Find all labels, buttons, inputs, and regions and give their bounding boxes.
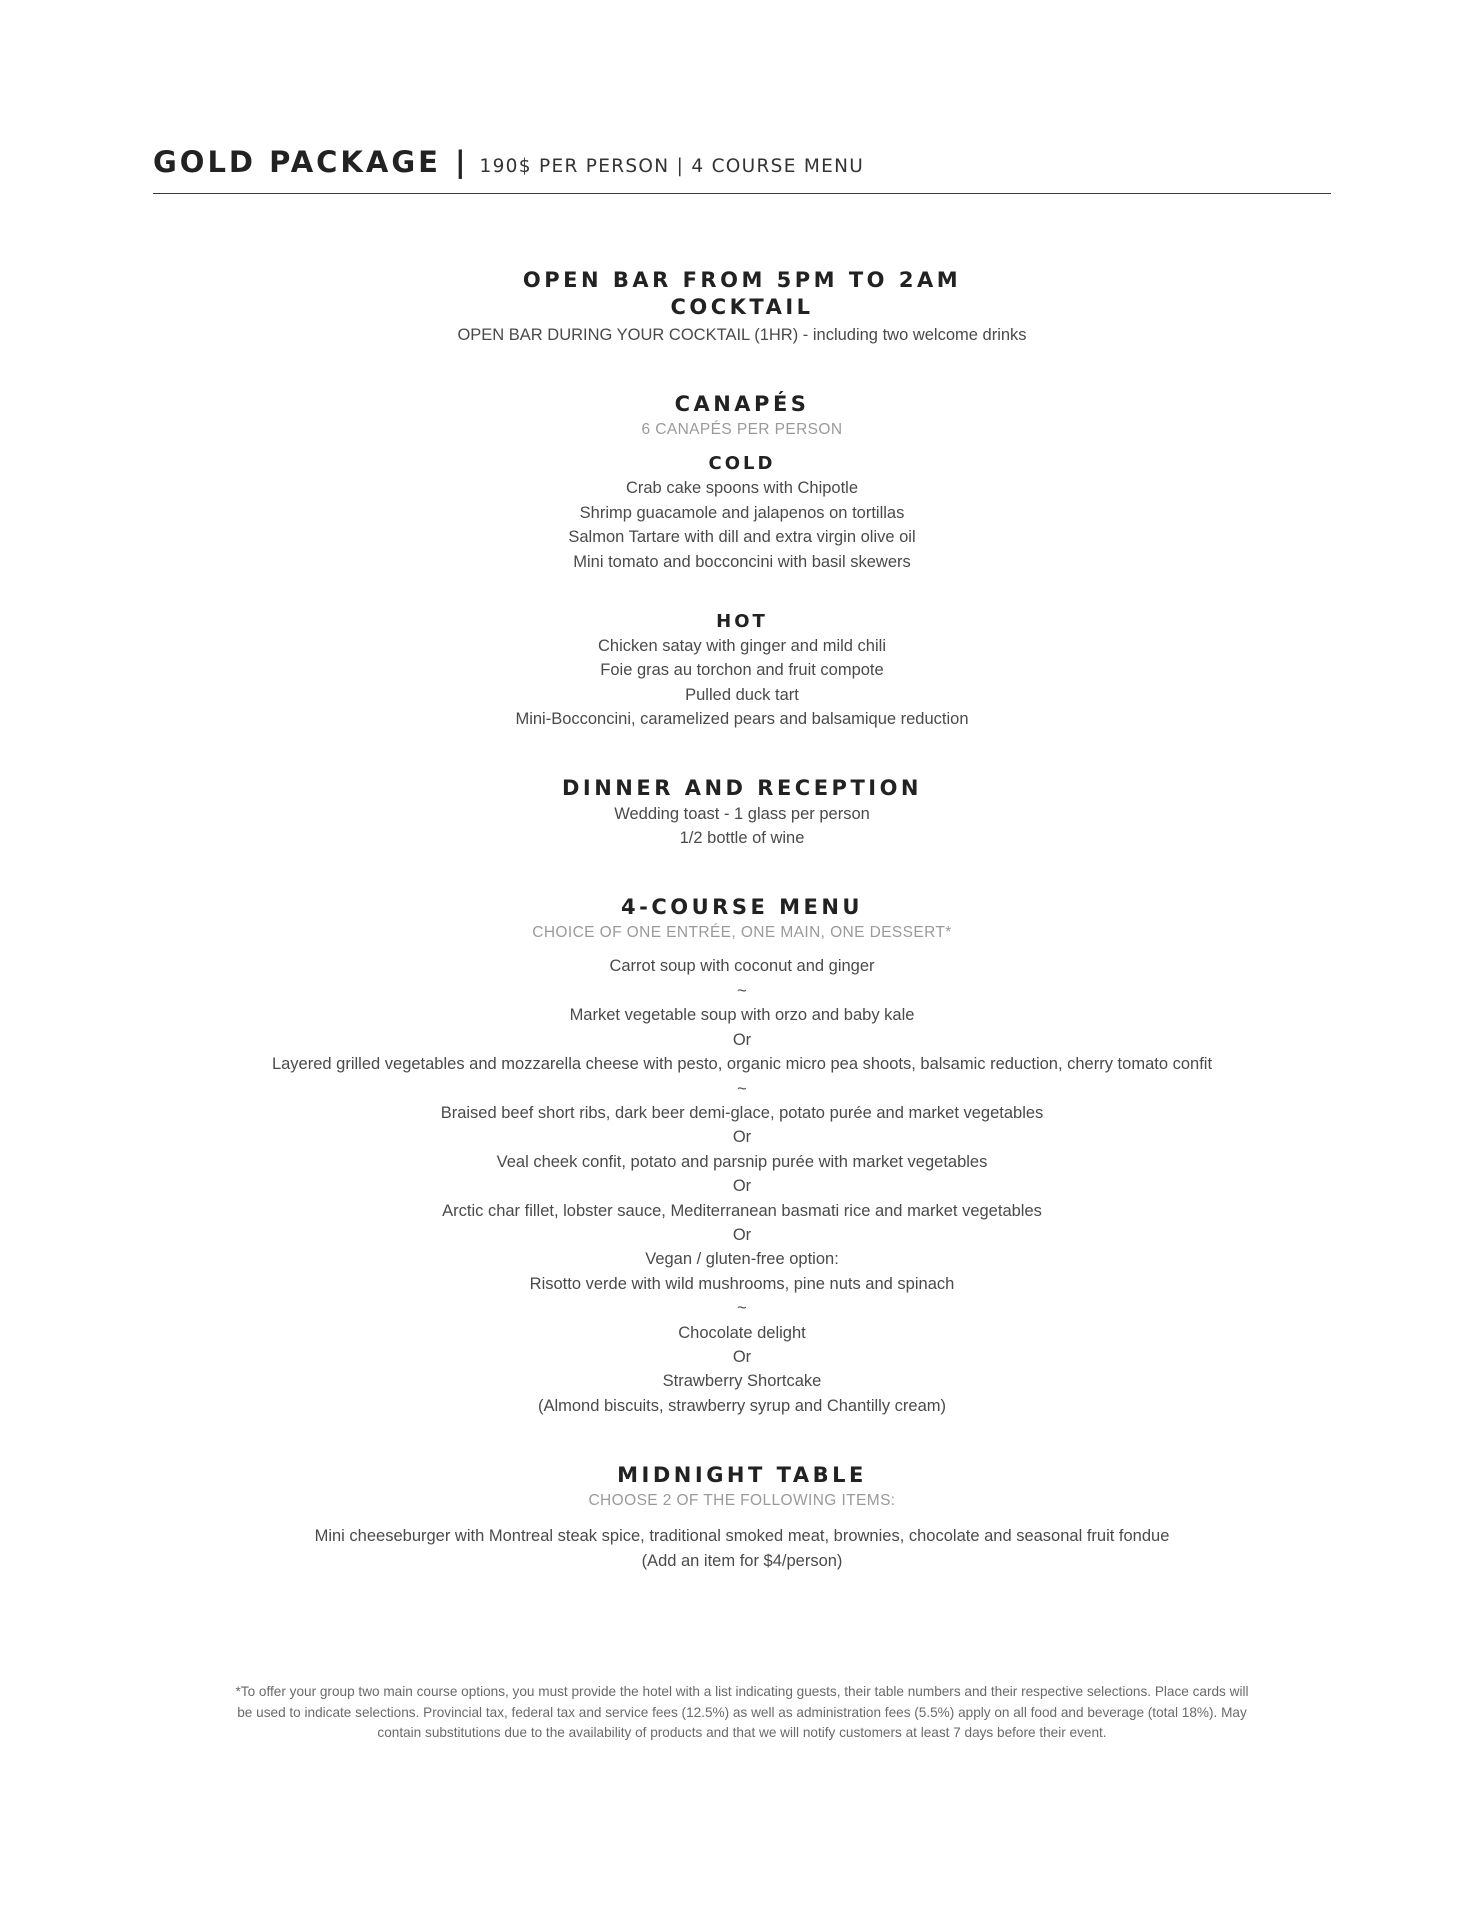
list-item: Mini-Bocconcini, caramelized pears and balsamique reduction (515, 710, 969, 729)
package-subtitle: 190$ PER PERSON | 4 COURSE MENU (479, 156, 865, 177)
dinner-heading: DINNER AND RECEPTION (561, 775, 923, 800)
menu-content (0, 267, 1484, 1573)
package-title: GOLD PACKAGE (153, 145, 441, 179)
hot-heading: HOT (716, 611, 768, 633)
page-header (153, 145, 1331, 194)
list-item: ~ (737, 981, 747, 1000)
list-item: ~ (737, 1299, 747, 1318)
list-item: Or (732, 1177, 752, 1196)
list-item: Or (732, 1225, 752, 1244)
list-item: Market vegetable soup with orzo and baby kale (569, 1006, 915, 1025)
list-item: Arctic char fillet, lobster sauce, Mediterranean basmati rice and market vegetables (442, 1201, 1042, 1220)
cold-heading: COLD (708, 453, 776, 475)
list-item: Veal cheek confit, potato and parsnip purée with market vegetables (496, 1152, 988, 1171)
list-item: (Add an item for $4/person) (641, 1551, 843, 1570)
list-item: Chicken satay with ginger and mild chili (598, 637, 886, 656)
list-item: Wedding toast - 1 glass per person (614, 804, 870, 823)
list-item: Risotto verde with wild mushrooms, pine nuts and spinach (529, 1274, 955, 1293)
cold-items (0, 476, 1484, 574)
list-item: Or (732, 1128, 752, 1147)
list-item: Or (732, 1030, 752, 1049)
list-item: Shrimp guacamole and jalapenos on tortillas (579, 503, 905, 522)
list-item: 1/2 bottle of wine (679, 829, 805, 848)
list-item: Crab cake spoons with Chipotle (625, 479, 859, 498)
course-menu-section (0, 894, 1484, 1418)
list-item: Braised beef short ribs, dark beer demi-glace, potato purée and market vegetables (440, 1103, 1044, 1122)
open-bar-section (0, 267, 1484, 347)
course-menu-caption: CHOICE OF ONE ENTRÉE, ONE MAIN, ONE DESSERT* (532, 924, 952, 942)
list-item: Mini cheeseburger with Montreal steak spice, traditional smoked meat, brownies, chocolate and seasonal fruit fondue (314, 1527, 1170, 1546)
list-item: Foie gras au torchon and fruit compote (600, 661, 884, 680)
list-item: Carrot soup with coconut and ginger (609, 957, 875, 976)
course-menu-heading: 4-COURSE MENU (621, 895, 863, 920)
open-bar-heading: OPEN BAR FROM 5PM TO 2AM (522, 268, 962, 292)
list-item: Chocolate delight (678, 1323, 806, 1342)
dinner-section (0, 775, 1484, 851)
canapes-heading: CANAPÉS (674, 392, 810, 417)
list-item: Vegan / gluten-free option: (645, 1250, 839, 1269)
footnote: *To offer your group two main course options, you must provide the hotel with a list indicating guests, their table numbers and their respective selections. Place cards will be used to indicate selections. Provincial tax, federal tax and service fees (12.5%) as well as administration fees (5.5%) apply on all food and beverage (total 18%). May contain substitutions due to the availability of products and that we will notify customers at least 7 days before their event. (235, 1684, 1249, 1740)
title-separator: | (454, 145, 466, 179)
midnight-heading: MIDNIGHT TABLE (617, 1463, 867, 1488)
list-item: Pulled duck tart (685, 685, 799, 704)
hot-items (0, 634, 1484, 732)
list-item: Salmon Tartare with dill and extra virgin olive oil (568, 528, 916, 547)
list-item: Mini tomato and bocconcini with basil skewers (573, 552, 911, 571)
canapes-section (0, 391, 1484, 731)
midnight-section (0, 1462, 1484, 1573)
open-bar-line: OPEN BAR DURING YOUR COCKTAIL (1HR) - including two welcome drinks (457, 326, 1027, 344)
canapes-caption: 6 CANAPÉS PER PERSON (641, 421, 843, 439)
course-menu-items (0, 954, 1484, 1418)
cocktail-heading: COCKTAIL (670, 295, 814, 319)
list-item: Or (732, 1347, 752, 1366)
list-item: Strawberry Shortcake (662, 1372, 822, 1391)
list-item: (Almond biscuits, strawberry syrup and Chantilly cream) (537, 1396, 947, 1415)
list-item: Layered grilled vegetables and mozzarella cheese with pesto, organic micro pea shoots, balsamic reduction, cherry tomato confit (271, 1055, 1213, 1074)
midnight-caption: CHOOSE 2 OF THE FOLLOWING ITEMS: (588, 1492, 896, 1510)
list-item: ~ (737, 1079, 747, 1098)
